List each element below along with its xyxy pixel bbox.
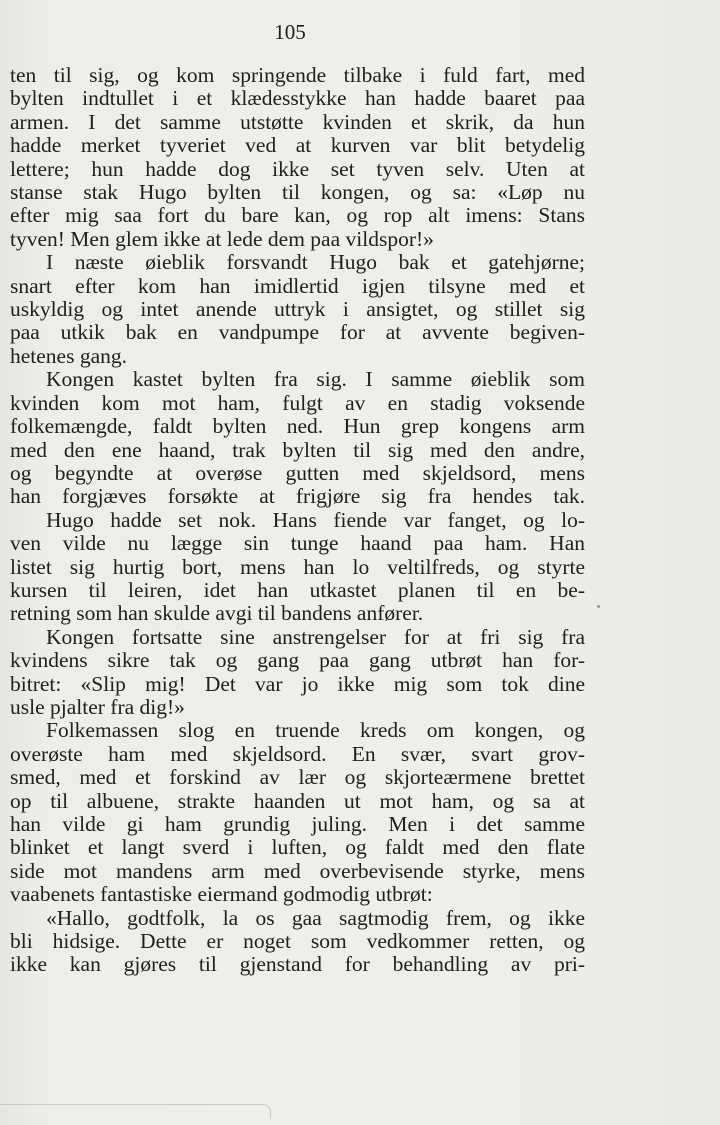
text-line: smed, med et forskind av lær og skjorteærmene brettet bbox=[10, 765, 585, 790]
text-line: folkemængde, faldt bylten ned. Hun grep kongens arm bbox=[10, 414, 585, 439]
text-line: usle pjalter fra dig!» bbox=[10, 694, 185, 719]
text-line: med den ene haand, trak bylten til sig med den andre, bbox=[10, 437, 585, 462]
text-line: blinket et langt sverd i luften, og faldt med den flate bbox=[10, 835, 585, 860]
text-line: efter mig saa fort du bare kan, og rop alt imens: Stans bbox=[10, 203, 585, 228]
text-line: Kongen fortsatte sine anstrengelser for at fri sig fra bbox=[46, 624, 585, 649]
text-line: overøste ham med skjeldsord. En svær, svart grov- bbox=[10, 741, 585, 766]
text-line: op til albuene, strakte haanden ut mot ham, og sa at bbox=[10, 788, 585, 813]
page-edge-mark bbox=[0, 1104, 271, 1119]
text-line: Hugo hadde set nok. Hans fiende var fanget, og lo- bbox=[46, 507, 585, 532]
text-line: ven vilde nu lægge sin tunge haand paa ham. Han bbox=[10, 531, 585, 556]
text-line: Folkemassen slog en truende kreds om kongen, og bbox=[46, 718, 585, 743]
text-line: «Hallo, godtfolk, la os gaa sagtmodig frem, og ikke bbox=[46, 905, 585, 930]
text-line: I næste øieblik forsvandt Hugo bak et gatehjørne; bbox=[46, 250, 585, 275]
text-line: armen. I det samme utstøtte kvinden et skrik, da hun bbox=[10, 109, 585, 134]
paper-speck bbox=[597, 605, 600, 608]
text-line: retning som han skulde avgi til bandens anfører. bbox=[10, 601, 424, 626]
text-line: ten til sig, og kom springende tilbake i fuld fart, med bbox=[10, 63, 585, 87]
text-line: stanse stak Hugo bylten til kongen, og sa: «Løp nu bbox=[10, 180, 585, 205]
text-line: han forgjæves forsøkte at frigjøre sig fra hendes tak. bbox=[10, 484, 585, 509]
text-line: ikke kan gjøres til gjenstand for behandling av pri- bbox=[10, 952, 585, 977]
text-line: paa utkik bak en vandpumpe for at avvente begiven- bbox=[10, 320, 585, 345]
text-line: lettere; hun hadde dog ikke set tyven selv. Uten at bbox=[10, 156, 585, 181]
text-line: bitret: «Slip mig! Det var jo ikke mig som tok dine bbox=[10, 671, 585, 696]
text-line: kvindens sikre tak og gang paa gang utbrøt han for- bbox=[10, 648, 585, 673]
text-line: bli hidsige. Dette er noget som vedkommer retten, og bbox=[10, 929, 585, 954]
text-line: og begyndte at overøse gutten med skjeldsord, mens bbox=[10, 460, 585, 485]
text-line: vaabenets fantastiske eiermand godmodig utbrøt: bbox=[10, 882, 433, 907]
text-line: uskyldig og intet anende uttryk i ansigtet, og stillet sig bbox=[10, 297, 585, 322]
text-line: tyven! Men glem ikke at lede dem paa vildspor!» bbox=[10, 226, 434, 251]
text-line: kvinden kom mot ham, fulgt av en stadig voksende bbox=[10, 390, 585, 415]
text-line: han vilde gi ham grundig juling. Men i det samme bbox=[10, 812, 585, 836]
text-line: listet sig hurtig bort, mens han lo veltilfreds, og styrte bbox=[10, 554, 585, 579]
text-line: side mot mandens arm med overbevisende styrke, mens bbox=[10, 858, 585, 883]
text-line: bylten indtullet i et klædesstykke han hadde baaret paa bbox=[10, 86, 585, 111]
text-line: hetenes gang. bbox=[10, 343, 128, 368]
text-line: kursen til leiren, idet han utkastet planen til en be- bbox=[10, 577, 585, 602]
body-text bbox=[10, 64, 585, 977]
text-line: Kongen kastet bylten fra sig. I samme øieblik som bbox=[46, 367, 585, 392]
text-line: hadde merket tyveriet ved at kurven var blit betydelig bbox=[10, 133, 585, 158]
page-number: 105 bbox=[274, 20, 306, 44]
text-line: snart efter kom han imidlertid igjen tilsyne med et bbox=[10, 273, 585, 298]
